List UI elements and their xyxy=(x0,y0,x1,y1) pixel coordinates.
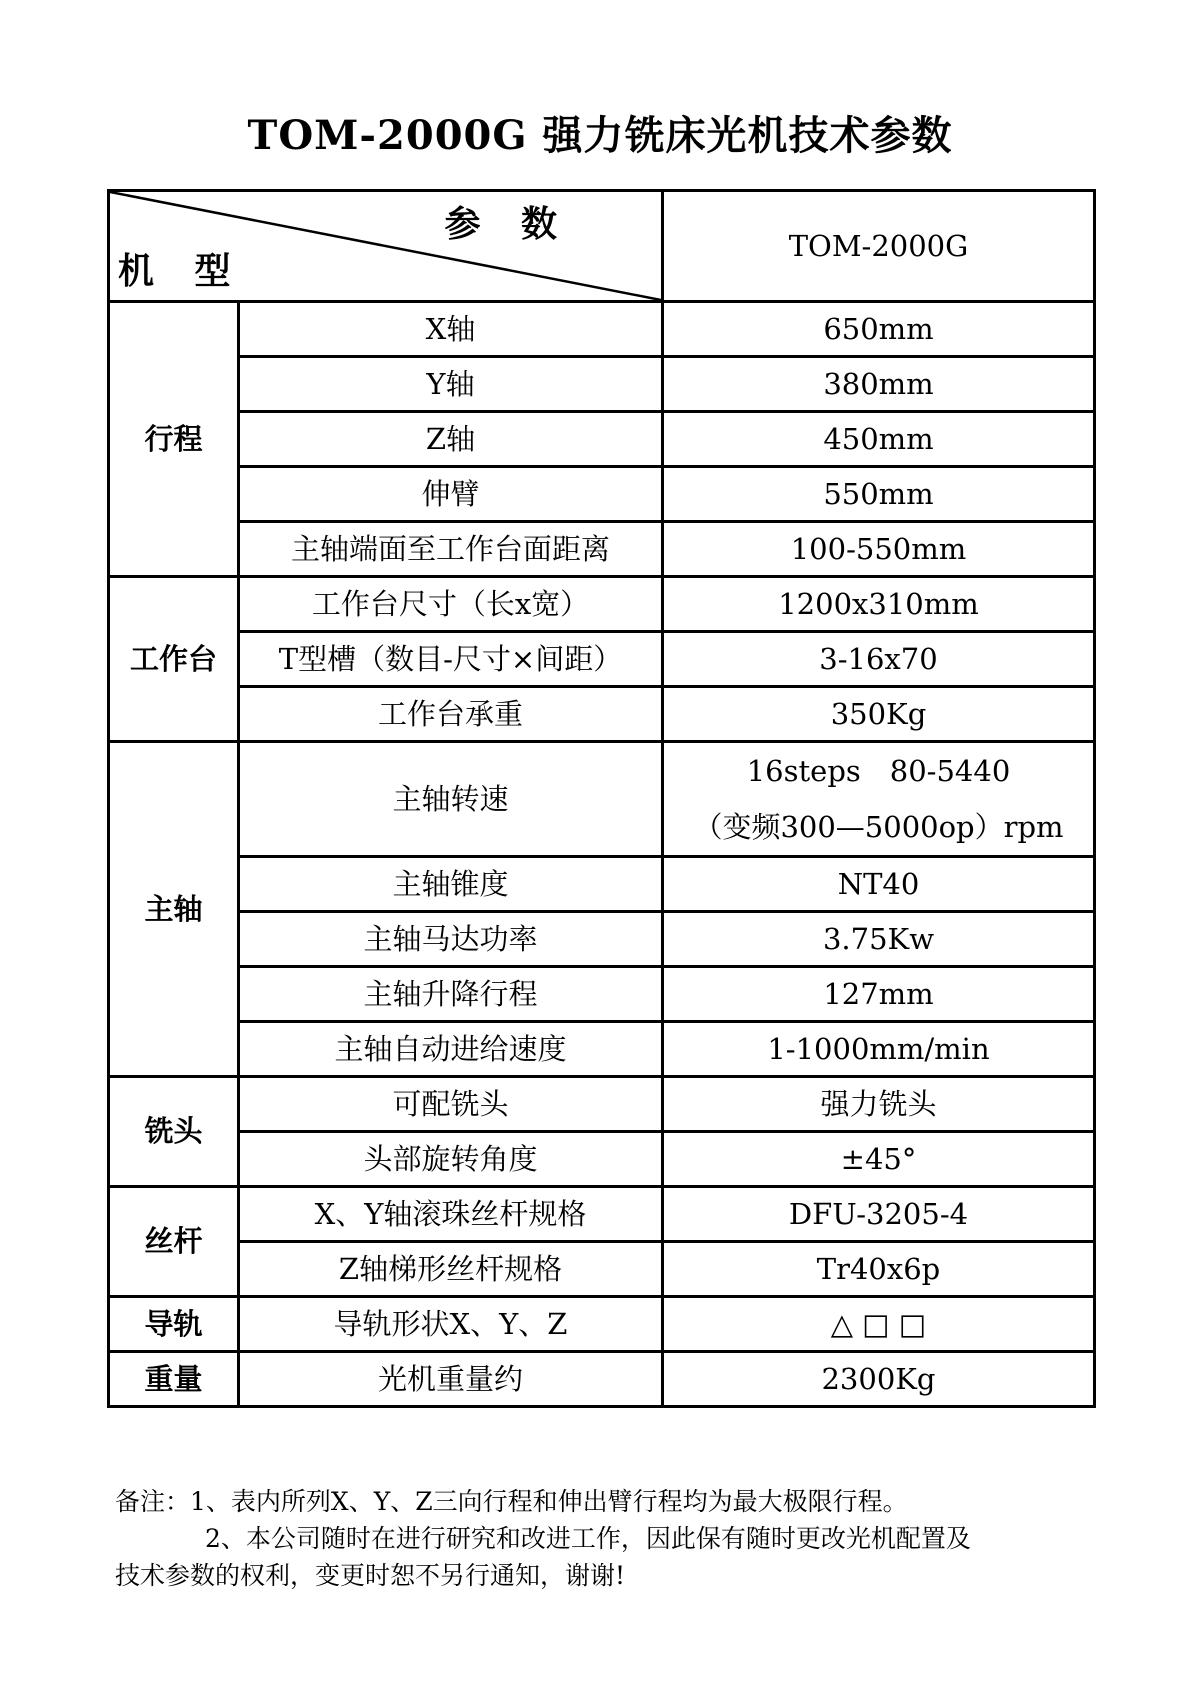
value-cell: Tr40x6p xyxy=(663,1242,1095,1297)
value-line: 16steps 80-5440 xyxy=(746,754,1011,788)
item-cell: 主轴锥度 xyxy=(239,857,663,912)
table-row xyxy=(109,687,1095,742)
category-cell: 导轨 xyxy=(109,1297,239,1352)
param-label: 参 数 xyxy=(444,203,571,245)
item-cell: Y轴 xyxy=(239,357,663,412)
item-cell: 可配铣头 xyxy=(239,1077,663,1132)
note-line: 备注：1、表内所列X、Y、Z三向行程和伸出臂行程均为最大极限行程。 xyxy=(115,1487,908,1516)
table-row xyxy=(109,912,1095,967)
table-row xyxy=(109,1187,1095,1242)
table-row xyxy=(109,577,1095,632)
item-cell: 工作台承重 xyxy=(239,687,663,742)
item-cell: 主轴升降行程 xyxy=(239,967,663,1022)
value-cell: 450mm xyxy=(663,412,1095,467)
value-cell: 380mm xyxy=(663,357,1095,412)
table-row xyxy=(109,1297,1095,1352)
table-row xyxy=(109,1352,1095,1407)
table-row xyxy=(109,522,1095,577)
item-cell: X、Y轴滚珠丝杆规格 xyxy=(239,1187,663,1242)
page-title: TOM-2000G 强力铣床光机技术参数 xyxy=(247,112,953,159)
table-row xyxy=(109,1077,1095,1132)
value-cell: 350Kg xyxy=(663,687,1095,742)
value-cell: 2300Kg xyxy=(663,1352,1095,1407)
item-cell: 头部旋转角度 xyxy=(239,1132,663,1187)
value-cell: 550mm xyxy=(663,467,1095,522)
item-cell: 工作台尺寸（长x宽） xyxy=(239,577,663,632)
category-cell: 丝杆 xyxy=(109,1187,239,1297)
item-cell: X轴 xyxy=(239,302,663,357)
value-cell xyxy=(663,742,1095,857)
item-cell: 主轴马达功率 xyxy=(239,912,663,967)
table-row xyxy=(109,742,1095,857)
table-row xyxy=(109,412,1095,467)
category-cell: 铣头 xyxy=(109,1077,239,1187)
table-row xyxy=(109,467,1095,522)
notes xyxy=(115,1483,1075,1594)
category-cell: 主轴 xyxy=(109,742,239,1077)
category-cell: 工作台 xyxy=(109,577,239,742)
note-line: 2、本公司随时在进行研究和改进工作，因此保有随时更改光机配置及 xyxy=(205,1524,971,1553)
value-cell: 100-550mm xyxy=(663,522,1095,577)
value-cell: DFU-3205-4 xyxy=(663,1187,1095,1242)
table-row xyxy=(109,967,1095,1022)
value-cell: NT40 xyxy=(663,857,1095,912)
item-cell: Z轴 xyxy=(239,412,663,467)
item-cell: 导轨形状X、Y、Z xyxy=(239,1297,663,1352)
item-cell: T型槽（数目-尺寸×间距） xyxy=(239,632,663,687)
category-cell: 重量 xyxy=(109,1352,239,1407)
item-cell: Z轴梯形丝杆规格 xyxy=(239,1242,663,1297)
value-cell: ±45° xyxy=(663,1132,1095,1187)
model-name: TOM-2000G xyxy=(663,191,1095,302)
item-cell: 伸臂 xyxy=(239,467,663,522)
model-label: 机 型 xyxy=(118,250,245,292)
table-row xyxy=(109,632,1095,687)
note-line: 技术参数的权利，变更时恕不另行通知，谢谢! xyxy=(115,1561,626,1590)
category-cell: 行程 xyxy=(109,302,239,577)
value-cell: 3.75Kw xyxy=(663,912,1095,967)
table-row xyxy=(109,857,1095,912)
value-cell: 1-1000mm/min xyxy=(663,1022,1095,1077)
item-cell: 主轴端面至工作台面距离 xyxy=(239,522,663,577)
value-cell: 650mm xyxy=(663,302,1095,357)
spec-table xyxy=(107,189,1096,1408)
value-cell: 强力铣头 xyxy=(663,1077,1095,1132)
item-cell: 主轴转速 xyxy=(239,742,663,857)
value-cell: 3-16x70 xyxy=(663,632,1095,687)
diagonal-header-cell xyxy=(109,191,663,302)
value-cell: 1200x310mm xyxy=(663,577,1095,632)
table-row xyxy=(109,357,1095,412)
table-row xyxy=(109,1022,1095,1077)
value-cell: 127mm xyxy=(663,967,1095,1022)
value-cell: △ □ □ xyxy=(663,1297,1095,1352)
table-row xyxy=(109,1132,1095,1187)
item-cell: 主轴自动进给速度 xyxy=(239,1022,663,1077)
value-line: （变频300—5000op）rpm xyxy=(693,810,1064,844)
table-row xyxy=(109,1242,1095,1297)
item-cell: 光机重量约 xyxy=(239,1352,663,1407)
table-row xyxy=(109,302,1095,357)
table-header-row xyxy=(109,191,1095,302)
